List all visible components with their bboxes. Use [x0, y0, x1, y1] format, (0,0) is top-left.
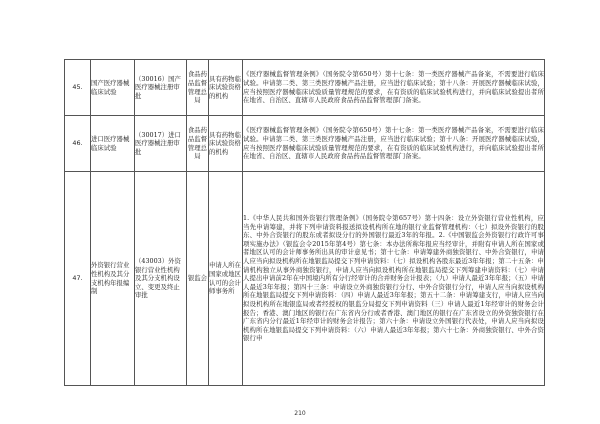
department: 银监会	[187, 172, 209, 386]
legal-basis: 1.《中华人民共和国外资银行管理条例》（国务院令第657号）第十四条：设立外资银行营业性机构，应当先申请筹建，并将下列申请资料报送拟设机构所在地的银行业监督管理机构：（七）拟设外资银行的股东、中外合资银行的股东或者拟设分行的外国银行最近3年的年报。2.《中国银监会外资银行行政许可事项实施办法》（银监会令2015年第4号）第七条：本办法所称年报应当经审计，并附有申请人所在国家或者地区认可的会计师事务所出具的审计意见书；第十七条：申请筹建外商独资银行、中外合资银行，申请人应当向拟设机构所在地银监局提交下列申请资料：（七）拟设机构各股东最近3年年报；第二十五条：申请机构独立从事外商独资银行，申请人应当向拟设机构所在地银监局提交下列筹建申请资料：（七）申请人提出申请前2年在中国境内所有分行经审计的合并财务会计报表；（九）申请人最近3年年报；（五）申请人最近3年年报；第四十三条：申请设立外商独资银行分行、中外合资银行分行，申请人应当向拟设机构所在地银监局提交下列申请资料：（四）申请人最近3年年报；第五十二条：申请筹建支行，申请人应当向拟设机构所在地银监局或者经授权的银监分局提交下列申请资料（三）申请人最近1年经审计的财务会计报告；香港、澳门地区的银行在广东省内分行或者香港、澳门地区的银行在广东省设立的外资独资银行在广东省内分行最近1年经审计的财务会计报告；第六十条：申请设立外国银行代表处，申请人应当向拟设机构所在地银监局提交下列申请资料：（六）申请人最近3年年报；第六十七条：外商独资银行、中外合资银行申	[243, 172, 545, 386]
table-row	[65, 60, 545, 116]
service-provider: 具有药物临床试验资格的机构	[209, 116, 243, 172]
approval-items-table	[64, 59, 545, 386]
item-name: 进口医疗器械临床试验	[91, 116, 135, 172]
item-name: 外资银行营业性机构及其分支机构年报编制	[91, 172, 135, 386]
item-code: （43003）外资银行营业性机构及其分支机构设立、变更及终止审批	[135, 172, 187, 386]
row-number: 46.	[65, 116, 91, 172]
item-name: 国产医疗器械临床试验	[91, 60, 135, 116]
legal-basis: 《医疗器械监督管理条例》（国务院令第650号）第十七条：第一类医疗器械产品备案，不需要进行临床试验。申请第二类、第三类医疗器械产品注册，应当进行临床试验；第十八条：开展医疗器械临床试验，应当按照医疗器械临床试验质量管理规范的要求，在有资质的临床试验机构进行，并向临床试验提出者所在地省、自治区、直辖市人民政府食品药品监督管理部门备案。	[243, 60, 545, 116]
service-provider: 申请人所在国家或地区认可的会计师事务所	[209, 172, 243, 386]
page-number: 210	[294, 410, 306, 417]
legal-basis: 《医疗器械监督管理条例》（国务院令第650号）第十七条：第一类医疗器械产品备案，不需要进行临床试验。申请第二类、第三类医疗器械产品注册，应当进行临床试验；第十八条：开展医疗器械临床试验，应当按照医疗器械临床试验质量管理规范的要求，在有资质的临床试验机构进行，并向临床试验提出者所在地省、自治区、直辖市人民政府食品药品监督管理部门备案。	[243, 116, 545, 172]
table-row	[65, 116, 545, 172]
item-code: （30017）进口医疗器械注册审批	[135, 116, 187, 172]
department: 食品药品监督管理总局	[187, 116, 209, 172]
row-number: 45.	[65, 60, 91, 116]
table-row	[65, 172, 545, 386]
row-number: 47.	[65, 172, 91, 386]
service-provider: 具有药物临床试验资格的机构	[209, 60, 243, 116]
department: 食品药品监督管理总局	[187, 60, 209, 116]
item-code: （30016）国产医疗器械注册审批	[135, 60, 187, 116]
